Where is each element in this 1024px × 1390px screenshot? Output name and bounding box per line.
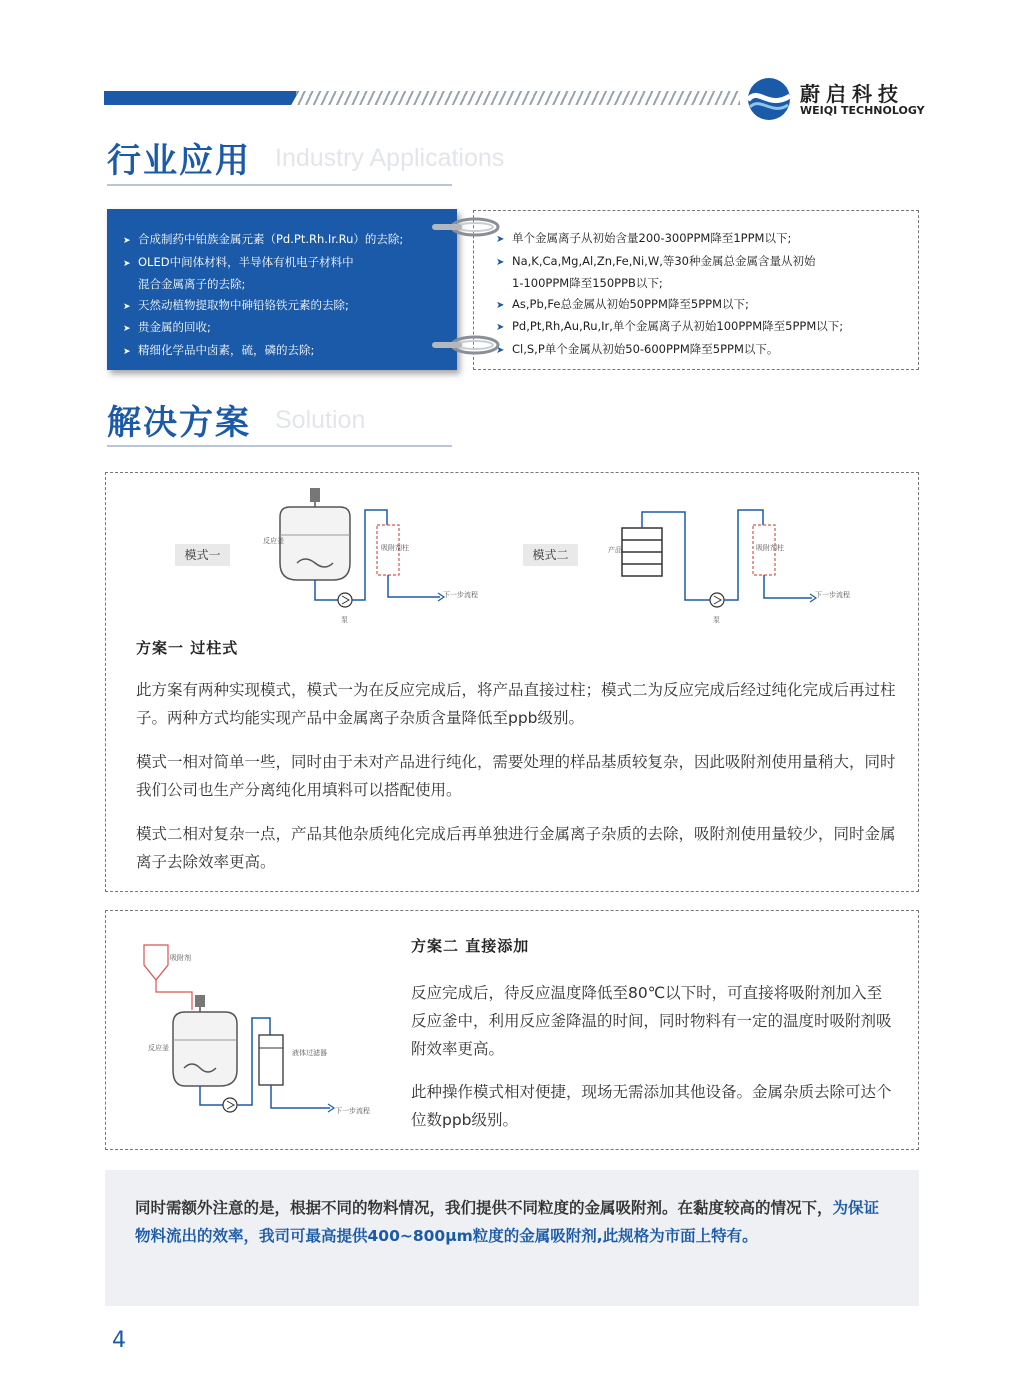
mode2-flow-diagram [600, 500, 880, 630]
arrow-icon: ➤ [123, 324, 131, 334]
plan2-title: 方案二 直接添加 [411, 937, 530, 955]
header-bar [104, 91, 299, 105]
result-item: ➤ Na,K,Ca,Mg,Al,Zn,Fe,Ni,W,等30种金属总金属含量从初始 [512, 251, 918, 274]
adsorbent-label: 吸附剂 [170, 954, 191, 962]
industry-applications-box [107, 209, 457, 370]
plan1-paragraph: 模式一相对简单一些，同时由于未对产品进行纯化，需要处理的样品基质较复杂，因此吸附剂使用量稍大，同时我们公司也生产分离纯化用填料可以搭配使用。 [136, 753, 896, 799]
pump-label: 泵 [713, 616, 720, 624]
plan2-paragraph: 此种操作模式相对便捷，现场无需添加其他设备。金属杂质去除可达个位数ppb级别。 [411, 1083, 892, 1129]
arrow-icon: ➤ [123, 258, 131, 269]
arrow-icon: ➤ [123, 346, 131, 357]
arrow-icon: ➤ [496, 256, 505, 268]
industry-item: ➤ 合成制药中铂族金属元素（Pd.Pt.Rh.Ir.Ru）的去除; [123, 229, 457, 252]
binder-clip-icon [430, 216, 500, 238]
plan1-title: 方案一 过柱式 [136, 639, 239, 657]
arrow-icon: ➤ [496, 299, 505, 311]
pump-label: 泵 [341, 616, 348, 624]
liquid-filter-label: 液体过滤器 [292, 1049, 327, 1057]
industry-item: ➤ OLED中间体材料，半导体有机电子材料中 [123, 252, 457, 275]
logo-name-en: WEIQI TECHNOLOGY [800, 104, 925, 117]
result-item: ➤ 单个金属离子从初始含量200-300PPM降至1PPM以下; [512, 228, 918, 251]
arrow-icon: ➤ [123, 301, 131, 312]
plan1-paragraph: 模式二相对复杂一点，产品其他杂质纯化完成后再单独进行金属离子杂质的去除，吸附剂使用量较少，同时金属离子去除效率更高。 [136, 825, 896, 871]
note-highlight-text: 为保证物料流出的效率，我司可最高提供400~800μm粒度的金属吸附剂,此规格为市面上特有。 [135, 1199, 880, 1245]
arrow-icon: ➤ [496, 344, 505, 356]
arrow-icon: ➤ [496, 234, 505, 245]
header-hatch [296, 91, 740, 105]
solution-title-en: Solution [275, 406, 366, 434]
mode1-label: 模式一 [175, 544, 230, 566]
note-text: 同时需额外注意的是，根据不同的物料情况，我们提供不同粒度的金属吸附剂。在黏度较高的情况下， [135, 1199, 833, 1217]
arrow-icon: ➤ [123, 236, 131, 246]
reactor-label: 反应釜 [148, 1044, 169, 1052]
industry-title-cn: 行业应用 [107, 141, 251, 181]
result-item: ➤ As,Pb,Fe总金属从初始50PPM降至5PPM以下; [512, 294, 918, 317]
industry-item: ➤ 天然动植物提取物中砷铅铬铁元素的去除; [123, 295, 457, 318]
solution-title-underline [107, 445, 452, 447]
mode1-flow-diagram [255, 485, 505, 630]
direct-addition-diagram [140, 940, 390, 1125]
binder-clip-icon [430, 334, 500, 356]
solution-title-cn: 解决方案 [107, 403, 251, 443]
result-item: ➤ Pd,Pt,Rh,Au,Ru,Ir,单个金属离子从初始100PPM降至5PPM以下; [512, 316, 918, 339]
mode2-label: 模式二 [523, 544, 578, 566]
industry-item: ➤ 精细化学品中卤素，硫，磷的去除; [123, 340, 457, 363]
industry-item-continuation: 混合金属离子的去除; [138, 277, 246, 291]
next-step-label: 下一步流程 [815, 591, 850, 599]
result-item: ➤ Cl,S,P单个金属从初始50-600PPM降至5PPM以下。 [512, 339, 918, 362]
next-step-label: 下一步流程 [335, 1107, 370, 1115]
product-label: 产品 [608, 546, 622, 554]
plan1-paragraph: 此方案有两种实现模式，模式一为在反应完成后，将产品直接过柱；模式二为反应完成后经过纯化完成后再过柱子。两种方式均能实现产品中金属离子杂质含量降低至ppb级别。 [136, 681, 896, 727]
plan2-paragraph: 反应完成后，待反应温度降低至80℃以下时，可直接将吸附剂加入至反应釜中，利用反应釜降温的时间，同时物料有一定的温度时吸附剂吸附效率更高。 [411, 984, 892, 1058]
industry-title-en: Industry Applications [275, 144, 505, 172]
industry-title-underline [107, 184, 452, 186]
industry-item: ➤ 贵金属的回收; [123, 317, 457, 340]
result-item-continuation: 1-100PPM降至150PPB以下; [512, 276, 663, 290]
next-step-label: 下一步流程 [443, 591, 478, 599]
highlight-note [105, 1170, 919, 1306]
adsorbent-column-label: 吸附剂柱 [381, 544, 409, 552]
reactor-label: 反应釜 [263, 537, 284, 545]
industry-results-box [473, 210, 919, 370]
weiqi-logo-icon [746, 76, 792, 122]
arrow-icon: ➤ [496, 322, 505, 333]
page-number: 4 [112, 1328, 126, 1353]
logo-name-cn: 蔚启科技 [800, 82, 904, 106]
adsorbent-column-label: 吸附剂柱 [756, 544, 784, 552]
